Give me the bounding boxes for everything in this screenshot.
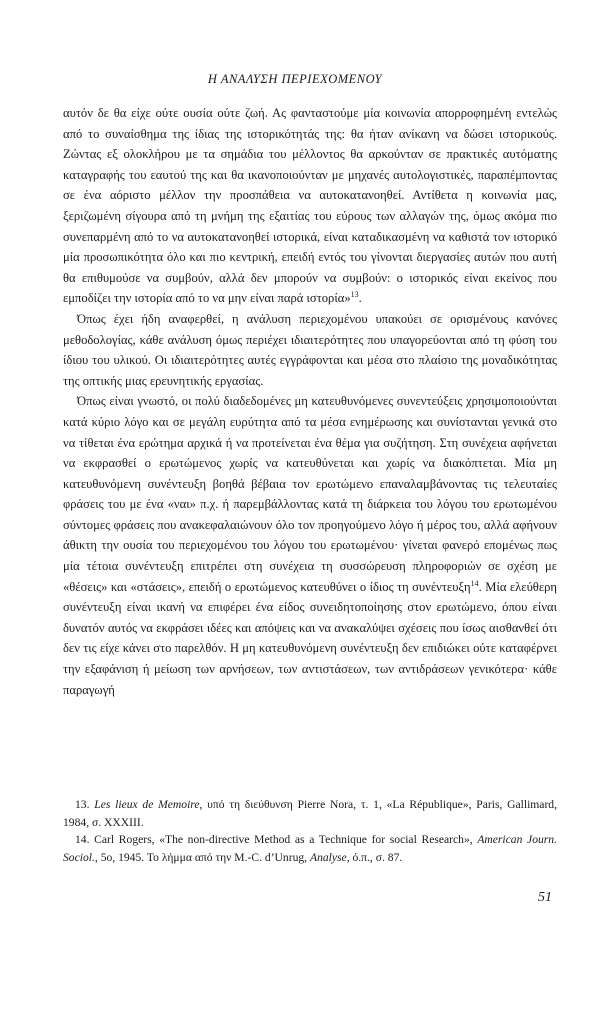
paragraph-2: Όπως έχει ήδη αναφερθεί, η ανάλυση περιεχομένου υπακούει σε ορισμένους κανόνες μεθοδολογίας, κάθε ανάλυση όμως περιέχει ιδιαιτερότητες που υπαγορεύονται από τη φύση του ίδιου του υλικού. Οι ιδιαιτερότητες αυτές εγγράφονται και μέσα στο πλαίσιο της μοναδικότητας της οπτικής μιας ερευνητικής εργασίας.	[63, 311, 557, 388]
paragraph-3: Όπως είναι γνωστό, οι πολύ διαδεδομένες μη κατευθυνόμενες συνεντεύξεις χρησιμοποιούνται κατά κύριο λόγο και σε μεγάλη ευρύτητα από τα μέσα ενημέρωσης και συνίστανται γενικά στο να τίθεται ένα ερώτημα αρχικά ή να προτείνεται ένα θέμα για συζήτηση. Στη συνέχεια αφήνεται να εκφρασθεί ο ερωτώμενος χωρίς να κατευθύνεται και χωρίς να διακόπτεται. Μία μη κατευθυνόμενη συνέντευξη βοηθά βέβαια τον ερωτώμενο επαναλαμβάνοντας τις τελευταίες φράσεις του με ένα «ναι» π.χ. ή παρεμβάλλοντας κατά τη διάρκεια του λόγου του ερωτωμένου σύντομες φράσεις που ανακεφαλαιώνουν όλο τον προηγούμενο λόγο ή μέρος του, αλλά αφήνουν άθικτη την ουσία του περιεχομένου του λόγου του ερωτωμένου· γίνεται φανερό επομένως πως μία τέτοια συνέντευξη επιτρέπει στη συνέχεια τη συσσώρευση πληροφοριών σε σχέση με «θέσεις» και «στάσεις», επειδή ο ερωτώμενος κατευθύνει ο ίδιος τη συνέντευξη$^{14}$. Μία ελεύθερη συνέντευξη είναι ικανή να επιφέρει ένα είδος συνειδητοποίησης στον ερωτώμενο, όπου είναι δυνατόν αυτός να εκφράσει ιδέες και απόψεις και να ανακαλύψει σχέσεις που ίσως αισθανθεί ότι δεν τις είχε κάνει στο παρελθόν. Η μη κατευθυνόμενη συνέντευξη δεν επιδιώκει ούτε καταφέρνει την εξαφάνιση ή μείωση των αρνήσεων, των αντιστάσεων, των αντιδράσεων γενικότερα· κάθε παραγωγή	[63, 394, 557, 697]
footnote-ref-14: 14	[470, 578, 479, 588]
page-number: 51	[538, 890, 552, 905]
footnote-13: 13. Les lieux de Memoire, υπό τη διεύθυνση Pierre Nora, τ. 1, «La République», Paris, Gallimard, 1984, σ. XXXIII.	[63, 798, 558, 829]
footnotes	[63, 796, 557, 866]
main-text	[63, 103, 557, 700]
footnote-ref-13: 13	[350, 290, 359, 300]
footnote-14: 14. Carl Rogers, «The non-directive Method as a Technique for social Research», American Journ. Sociol., 5ο, 1945. Το λήμμα από την M.-C. d’Unrug, Analyse, ό.π., σ. 87.	[63, 833, 557, 864]
paragraph-1: αυτόν δε θα είχε ούτε ουσία ούτε ζωή. Ας φανταστούμε μία κοινωνία απορροφημένη εντελώς από το συναίσθημα της ίδιας της ιστορικότητάς της: θα ήταν ανίκανη να δώσει ιστορικούς. Ζώντας εξ ολοκλήρου με τα σημάδια του μέλλοντος θα αρκούνταν σε πρακτικές αυτόματης καταγραφής του εαυτού της και θα ικανοποιούνταν με μηχανές αυτολογιστικές, παραπέμποντας σε ένα αόριστο μέλλον την προσπάθεια να αυτοκατανοηθεί. Αντίθετα η κοινωνία μας, ξεριζωμένη σίγουρα από τη μνήμη της εξαιτίας του εύρους των αλλαγών της, όμως ακόμα πιο συνεπαρμένη από το να αυτοκατανοηθεί ιστορικά, είναι καταδικασμένη να καθιστά τον ιστορικό μία προσωπικότητα όλο και πιο κεντρική, επειδή εντός του γίνονται διεργασίες αυτών που αυτή θα επιθυμούσε να συμβούν, αλλά δεν μπορούν να συμβούν: ο ιστορικός είναι εκείνος που εμποδίζει την ιστορία από το να μην είναι παρά ιστορία»$^{13}$.	[63, 106, 557, 306]
running-header: Η ΑΝΑΛΥΣΗ ΠΕΡΙΕΧΟΜΕΝΟΥ	[207, 72, 383, 86]
